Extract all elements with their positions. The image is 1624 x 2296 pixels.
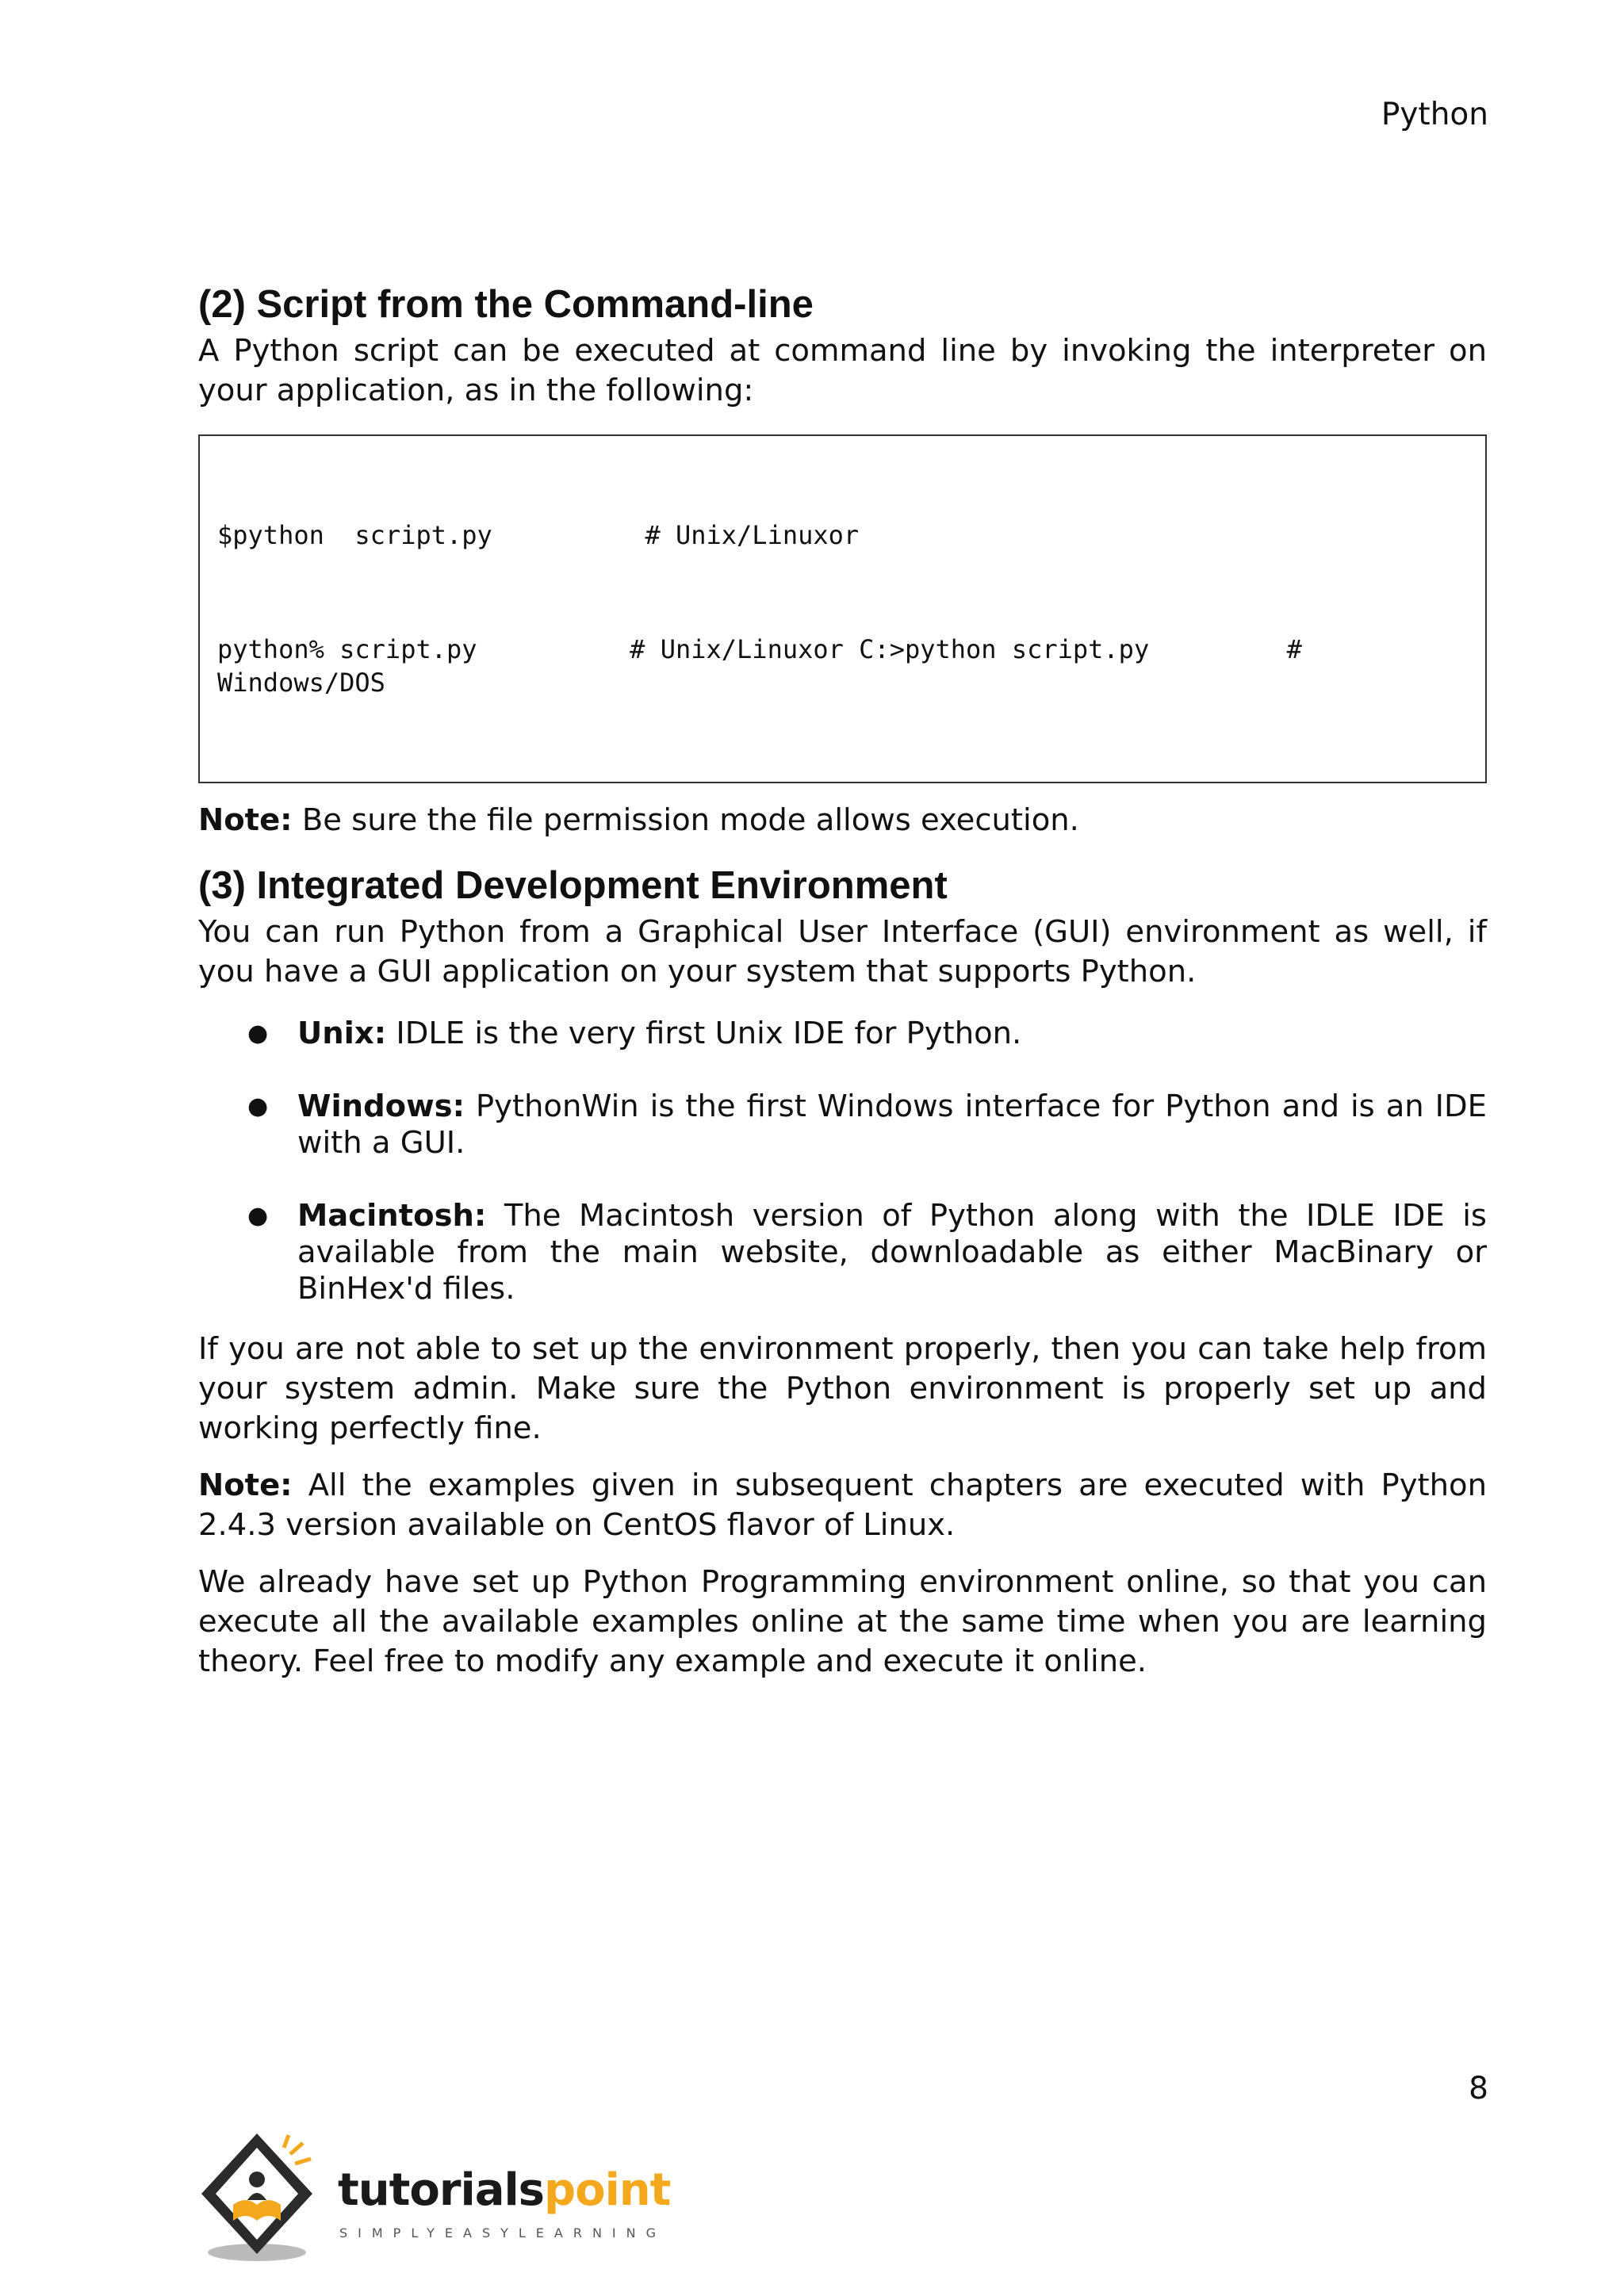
tutorialspoint-logo — [195, 2127, 687, 2270]
code-line: $python script.py # Unix/Linuxor — [217, 519, 860, 550]
item-label: Windows: — [297, 1088, 465, 1124]
item-label: Unix: — [297, 1015, 387, 1051]
running-header: Python — [1381, 97, 1488, 132]
item-text: The Macintosh version of Python along with the IDLE IDE is available from the main website, downloadable as either MacBinary or BinHex'd files. — [297, 1197, 1487, 1307]
section-3-intro: You can run Python from a Graphical User Interface (GUI) environment as well, if you have a GUI application on your system that supports Python. — [198, 913, 1487, 989]
list-item — [198, 1016, 1487, 1052]
code-line: python% script.py # Unix/Linuxor C:>python script.py # Windows/DOS — [217, 633, 1302, 698]
bullet-icon: ● — [247, 1092, 269, 1120]
online-paragraph: We already have set up Python Programming environment online, so that you can execute all the available examples online at the same time when you are learning theory. Feel free to modify any example and execute it online. — [198, 1563, 1487, 1679]
note-paragraph — [198, 801, 1487, 840]
note-text: All the examples given in subsequent chapters are executed with Python 2.4.3 version available on CentOS flavor of Linux. — [198, 1467, 1487, 1543]
bullet-icon: ● — [247, 1201, 269, 1230]
item-text: IDLE is the very first Unix IDE for Python. — [386, 1015, 1022, 1051]
logo-wordmark — [338, 2164, 671, 2216]
item-label: Macintosh: — [297, 1197, 487, 1234]
item-text: PythonWin is the first Windows interface for Python and is an IDE with a GUI. — [297, 1088, 1487, 1161]
note-label: Note: — [198, 1467, 293, 1503]
ide-list — [198, 1016, 1487, 1307]
note-paragraph — [198, 1466, 1487, 1545]
section-2-intro: A Python script can be executed at command line by invoking the interpreter on your application, as in the following: — [198, 332, 1487, 408]
logo-tagline: SIMPLYEASYLEARNING — [339, 2225, 667, 2241]
list-item — [198, 1198, 1487, 1307]
note-label: Note: — [198, 802, 293, 838]
page-number: 8 — [1469, 2071, 1488, 2107]
bullet-icon: ● — [247, 1019, 269, 1047]
logo-mark-icon — [195, 2127, 338, 2270]
help-paragraph: If you are not able to set up the environment properly, then you can take help from your system admin. Make sure the Python environment is properly set up and working perfectly fine. — [198, 1330, 1487, 1446]
section-3-heading: (3) Integrated Development Environment — [198, 863, 948, 907]
page-content — [198, 281, 1487, 1682]
code-block — [198, 434, 1487, 783]
section-2-heading: (2) Script from the Command-line — [198, 283, 814, 326]
logo-word-a: tutorials — [338, 2164, 545, 2216]
logo-word-b: point — [544, 2164, 671, 2216]
list-item — [198, 1089, 1487, 1161]
note-text: Be sure the file permission mode allows execution. — [292, 802, 1079, 838]
